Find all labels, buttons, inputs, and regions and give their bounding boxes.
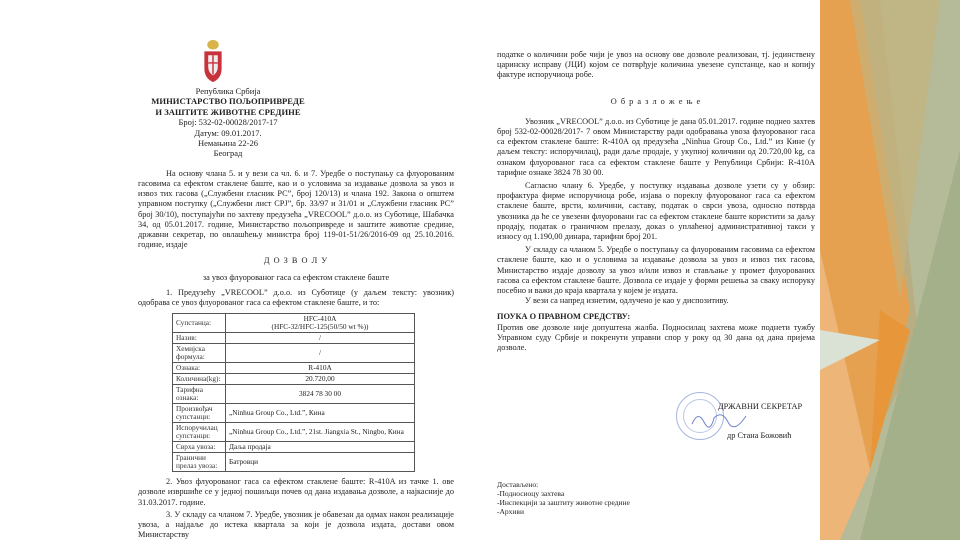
reasoning-paragraph-4: У вези са напред изнетим, одлучено је као у диспозитиву. [525, 296, 729, 306]
table-row [173, 423, 415, 442]
table-row [173, 333, 415, 344]
delivery-list [497, 480, 697, 516]
city: Београд [213, 148, 243, 159]
republic-name: Република Србија [195, 86, 261, 96]
document-number: Број: 532-02-00028/2017-17 [178, 117, 278, 128]
row-label: Испоручилац супстанци: [173, 423, 226, 442]
substance-table [172, 313, 415, 472]
row-label: Супстанца: [173, 314, 226, 333]
table-row [173, 344, 415, 363]
row-label: Количина(kg): [173, 374, 226, 385]
row-value: 20.720,00 [226, 374, 415, 385]
slide-decoration [820, 0, 960, 540]
reasoning-paragraph-2: Сагласно члану 6. Уредбе, у поступку издавања дозволе узети су у обзир: профактура фирме испоручиоца робе, изјава о пореклу флуорованог гаса са ефектом стаклене баште, врсти, количини, саставу, податак о сврси увоза, односно потврда увозника да ће се увезени флуоровани гас са ефектом стаклене баште користити за даљу продају, податак о граничном прелазу, доказ о уплаћеној административној такси у износу од 1.190,00 динара, тарифни број 201. [497, 181, 815, 242]
table-row [173, 374, 415, 385]
continuation-paragraph: податке о количини робе чији је увоз на основу ове дозволе реализован, тј. јединствену царинску исправу (ЈЦИ) којом се потврђује количина увезене супстанце, као и копију фактуре испоручиоца робе. [497, 50, 815, 80]
row-value: Даља продаја [226, 442, 415, 453]
row-label: Ознака: [173, 363, 226, 374]
legal-remedy-title: ПОУКА О ПРАВНОМ СРЕДСТВУ: [497, 312, 631, 322]
item-3: 3. У складу са чланом 7. Уредбе, увозник је обавезан да одмах након реализације увоза, а најдаље до истека квартала за који је дозвола издата, достави овом Министарству [138, 509, 454, 540]
signature-icon [690, 410, 750, 430]
row-value: R-410A [226, 363, 415, 374]
table-row [173, 442, 415, 453]
left-page [138, 38, 454, 541]
row-label: Сврха увоза: [173, 442, 226, 453]
document-date: Датум: 09.01.2017. [194, 127, 262, 138]
row-label: Произвођач супстанци: [173, 404, 226, 423]
delivery-item: -Инспекцији за заштиту животне средине [497, 498, 630, 507]
row-value: / [226, 344, 415, 363]
row-label: Хемијска формула: [173, 344, 226, 363]
intro-paragraph: На основу члана 5. и у вези са чл. 6. и 7. Уредбе о поступању са флуорованим гасовима са ефектом стаклене баште, као и о условима за издавање дозвола за увоз и извоз тих гасова („Службени гласник РС”, број 120/13) и члана 192. Закона о општем управном поступку („Службени лист СРЈ”, бр. 33/97 и 31/01 и „Службени гласник РС” број 30/10), поступајући по захтеву предузећа „VRECOOL” д.о.о. из Суботице, Шабачка 34, од 05.01.2017. године, Министарство пољопривреде и заштите животне средине, државни секретар, по овлашћењу министра број 119-01-51/26/2016-09 од 25.10.2016. године, издаје [138, 168, 454, 250]
reasoning-title: О б р а з л о ж е њ е [610, 96, 702, 106]
row-label: Гранични прелаз увоза: [173, 453, 226, 472]
row-label: Назив: [173, 333, 226, 344]
delivery-title: Достављено: [497, 480, 539, 489]
signatory-name: др Стана Божовић [727, 431, 792, 440]
delivery-item: -Архиви [497, 507, 524, 516]
row-label: Тарифна ознака: [173, 385, 226, 404]
signature-title: ДРЖАВНИ СЕКРЕТАР [718, 402, 803, 411]
row-value: Батровци [226, 453, 415, 472]
row-value: „Ninhua Group Co., Ltd.”, Кина [226, 404, 415, 423]
row-value: HFC-410A [303, 314, 337, 324]
table-row [173, 363, 415, 374]
table-row [173, 453, 415, 472]
table-row [173, 314, 415, 333]
item-2: 2. Увоз флуорованог гаса са ефектом стаклене баште: R-410A из тачке 1. ове дозволе извршиће се у једној пошиљци почев од дана издавања дозволе, а најкасније до 31.03.2017. године. [138, 477, 454, 507]
table-row [173, 385, 415, 404]
coat-of-arms-icon [201, 38, 225, 84]
ministry-line-2: И ЗАШТИТЕ ЖИВОТНЕ СРЕДИНЕ [155, 106, 301, 117]
legal-remedy-text: Против ове дозволе није допуштена жалба. Подносилац захтева може поднети тужбу Управном суду Србије и покренути управни спор у року од 30 дана од дана пријема дозволе. [497, 322, 815, 353]
row-value-detail: (HFC-32/HFC-125(50/50 wt %)) [271, 322, 369, 332]
item-1: 1. Предузећу „VRECOOL” д.о.о. из Суботице (у даљем тексту: увозник) одобрава се увоз флуорованог гаса са ефектом стаклене баште, и то: [138, 287, 454, 308]
table-row [173, 404, 415, 423]
document-subtitle: за увоз флуорованог гаса са ефектом стаклене баште [202, 272, 390, 282]
row-value: / [226, 333, 415, 344]
address: Немањина 22-26 [198, 138, 258, 149]
document-title: Д О З В О Л У [263, 256, 329, 266]
ministry-line-1: МИНИСТАРСТВО ПОЉОПРИВРЕДЕ [151, 96, 305, 107]
row-value: 3824 78 30 00 [226, 385, 415, 404]
delivery-item: -Подносиоцу захтева [497, 489, 565, 498]
right-page [497, 50, 815, 353]
row-value: „Ninhua Group Co., Ltd.”, 21st. Jiangxia St., Ningbo, Кина [226, 423, 415, 442]
letterhead [138, 86, 318, 159]
reasoning-paragraph-1: Увозник „VRECOOL” д.о.о. из Суботице је дана 05.01.2017. године поднео захтев број 532-02-00028/2017- 7 овом Министарству ради одобравања увоза флуорованог гаса са ефектом стаклене баште: R-410A од предузећа „Ninhua Group Co., Ltd.” из Кине (у даљем тексту: испоручилац), ради даље продаје, у укупној количини од 20.720,00 kg, са ознаком флуорованог гаса са ефектом стаклене баште у Републици Србији: R-410A тарифне ознаке 3824 78 30 00. [497, 116, 815, 177]
reasoning-paragraph-3: У складу са чланом 5. Уредбе о поступању са флуорованим гасовима са ефектом стаклене баште, као и о условима за издавање дозвола за увоз и извоз тих гасова, Министарство издаје дозволу за увоз и/или извоз и стављање у промет флуорованих гасова са ефектом стаклене баште. Дозвола се издаје у форми решења за сваку испоруку посебно и важи до краја квартала у којем је издата. [497, 245, 815, 296]
